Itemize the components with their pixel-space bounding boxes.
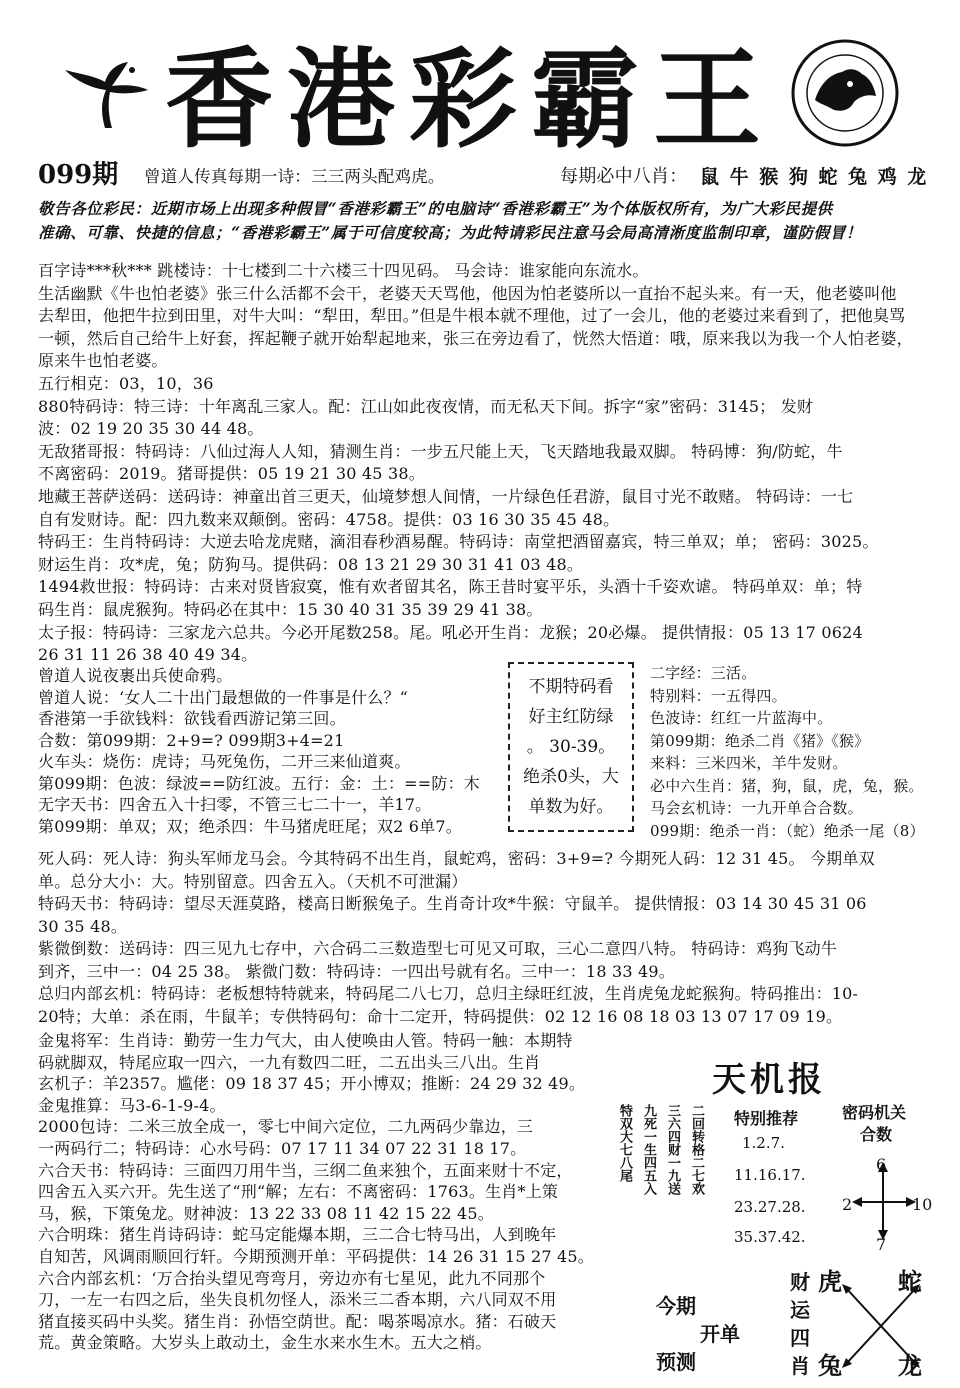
special-code-box [508, 662, 634, 832]
text-line: 单。总分大小：大。特别留意。四舍五入。（天机不可泄漏） [38, 871, 468, 891]
compass-top: 6 [876, 1155, 887, 1174]
box-line: 。 30-39。 [526, 737, 616, 757]
text-line: 26 31 11 26 38 40 49 34。 [38, 645, 258, 665]
text-line: 第099期：单双；双；绝杀四：牛马猪虎旺尾；双2 6单7。 [38, 816, 462, 836]
text-line: 生活幽默《牛也怕老婆》张三什么活都不会干，老婆天天骂他，他因为怕老婆所以一直抬不起头来。有一天，他老婆叫他 [38, 283, 897, 303]
caiyun-char: 肖 [790, 1354, 810, 1378]
text-line: 1494救世报：特码诗：古来对贤皆寂寞，惟有欢者留其名，陈王昔时宴平乐，头酒十千姿欢谑。 特码单双：单；特 [38, 577, 863, 597]
text-line: 来料：三米四米，羊牛发财。 [650, 754, 848, 772]
recommend-value: 35.37.42. [734, 1228, 806, 1246]
text-line: 第099期：色波：绿波==防红波。五行：金：土：==防：木 [38, 773, 480, 793]
text-line: 波：02 19 20 35 30 44 48。 [38, 419, 264, 439]
text-line: 一两码行二；特码诗：心水号码：07 17 11 34 07 22 31 18 17。 [38, 1139, 527, 1158]
text-line: 死人码：死人诗：狗头军师龙马会。今其特码不出生肖，鼠蛇鸡，密码：3+9=? 今期死人码：12 31 45。 今期单双 [38, 849, 875, 868]
compass-left: 2 [842, 1195, 853, 1214]
hong-kong-seal-icon [790, 38, 900, 148]
text-line: 20特；大单：杀在雨，牛鼠羊；专供特码句：命十二定开，特码提供：02 12 16 08 18 03 13 07 17 09 19。 [38, 1006, 843, 1026]
text-line: 六合明珠：猪生肖诗码诗：蛇马定能爆本期，三二合七特马出，人到晚年 [38, 1225, 557, 1245]
box-line: 好主红防绿 [528, 707, 614, 727]
text-line: 刀，一左一右四之后，坐失良机勿怪人，添米三二香本期，六八同双不用 [38, 1290, 557, 1310]
text-line: 第099期：绝杀二肖《猪》《猴》 [650, 731, 870, 750]
grid-column [639, 1104, 657, 1195]
text-line: 玄机子：羊2357。尴佬：09 18 37 45；开小博双；推断：24 29 32 49。 [38, 1074, 586, 1094]
text-line: 四舍五入买六开。先生送了“刑“解；左右：不离密码：1763。生肖*上策 [38, 1182, 559, 1202]
tianji-grid [615, 1104, 715, 1214]
text-line: 无字天书：四舍五入十扫零，不管三七二十一，羊17。 [38, 795, 432, 814]
text-line: 香港第一手欲钱料：欲钱看西游记第三回。 [38, 709, 346, 728]
tianji-title: 天机报 [712, 1060, 826, 1100]
box-line: 不期特码看 [528, 677, 614, 697]
text-line: 财运生肖：攻*虎，兔；防狗马。提供码：08 13 21 29 30 31 41 03 48。 [38, 554, 584, 574]
mima-subtitle: 合数 [860, 1125, 893, 1144]
text-line: 一顿，然后自己给牛上好套，挥起鞭子就开始犁起地来，张三在旁边看了，恍然大悟道：哦，原来我以为我一个人怕老婆， [38, 328, 913, 348]
text-line: 马会玄机诗：一九开单合合数。 [650, 799, 863, 817]
text-line: 二字经：三活。 [650, 664, 757, 682]
text-line: 色波诗：红红一片蓝海中。 [650, 709, 833, 727]
box-line: 绝杀0头，大 [523, 767, 619, 787]
box-line: 单数为好。 [528, 797, 614, 817]
caiyun-char: 四 [790, 1326, 810, 1350]
text-line: 2000包诗：二米三放全成一，零七中间六定位，二九两码少靠边，三 [38, 1117, 534, 1137]
zodiac-top-left: 虎 [818, 1267, 842, 1296]
text-line: 五行相克：03，10，36 [38, 374, 214, 393]
flower-logo-icon [60, 60, 150, 130]
recommend-value: 1.2.7. [742, 1134, 785, 1152]
recommend-value: 11.16.17. [734, 1166, 806, 1184]
text-line: 30 35 48。 [38, 916, 128, 936]
text-line: 金鬼推算：马3-6-1-9-4。 [38, 1095, 226, 1115]
grid-col-text: 特双大七八尾 [617, 1104, 632, 1182]
text-line: 自知苦，风调雨顺回行轩。今期预测开单：平码提供：14 26 31 15 27 45。 [38, 1247, 594, 1266]
text-line: 紫微倒数：送码诗：四三见九七存中，六合码二三数造型七可见又可取，三心二意四八特。 特码诗：鸡狗飞动牛 [38, 939, 838, 958]
text-line: 880特码诗：特三诗：十年离乱三家人。配：江山如此夜夜情，而无私天下间。拆字“家”密码：3145； 发财 [38, 396, 814, 416]
grid-col-text: 二回转格二七欢 [689, 1104, 704, 1195]
text-line: 六合内部玄机：‘万合抬头望见弯弯月，旁边亦有七星见，此九不同那个 [38, 1268, 546, 1288]
text-line: 曾道人说：‘女人二十出门最想做的一件事是什么？“ [38, 687, 409, 707]
text-line: 曾道人说夜裹出兵使命鸦。 [38, 666, 233, 685]
grid-column [687, 1104, 705, 1195]
grid-col-text: 九死一生四五入 [641, 1104, 656, 1195]
text-line: 特码天书：特码诗：望尽天涯莫路，楼高日断猴兔子。生肖奇计攻*牛猴：守鼠羊。 提供情报：03 14 30 45 31 06 [38, 894, 867, 913]
masthead-title: 香港彩霸王 [165, 37, 776, 163]
text-line: 码就脚双，特尾应取一四六，一九有数四二旺，二五出头三八出。生肖 [38, 1052, 541, 1072]
compass-bottom: 7 [876, 1235, 887, 1254]
notice-line: 敬告各位彩民：近期市场上出现多种假冒“香港彩霸王”的电脑诗“香港彩霸王”为个体版权所有，为广大彩民提供 [38, 199, 833, 218]
text-line: 太子报：特码诗：三家龙六总共。今必开尾数258。尾。吼必开生肖：龙猴；20必爆。 提供情报：05 13 17 0624 [38, 622, 863, 642]
text-line: 必中六生肖：猪，狗，鼠，虎，兔，猴。 [650, 776, 924, 795]
zodiac-top-right: 蛇 [898, 1267, 922, 1296]
text-line: 金鬼将军：生肖诗：勤劳一生力气大，由人使唤由人管。特码一触：本期特 [38, 1031, 573, 1050]
eight-zodiac-label: 每期必中八肖： [560, 166, 688, 187]
grid-column [615, 1104, 633, 1182]
text-line: 总归内部玄机：特码诗：老板想特特就来，特码尾二八七刀，总归主绿旺红波，生肖虎兔龙蛇猴狗。特码推出：10- [38, 984, 859, 1003]
text-line: 马，猴，下策兔龙。财神波：13 22 33 08 11 42 15 22 45。 [38, 1203, 494, 1223]
special-recommend-title: 特别推荐 [734, 1109, 799, 1128]
issue-number: 099期 [38, 160, 119, 190]
text-line: 099期：绝杀一肖：（蛇）绝杀一尾（8） [650, 821, 925, 840]
text-line: 地藏王菩萨送码：送码诗：神童出首三更天，仙境梦想人间情，一片绿色任君游，鼠目寸光不敢赌。 特码诗：一七 [38, 487, 854, 506]
caiyun-char: 运 [790, 1298, 810, 1322]
text-line: 猪直接买码中头奖。猪生肖：孙悟空荫世。配：喝茶喝凉水。猪：石破天 [38, 1311, 557, 1331]
text-line: 百字诗***秋*** 跳楼诗：十七楼到二十六楼三十四见码。 马会诗：谁家能向东流水。 [38, 261, 649, 280]
bottom-jinqi: 今期 [656, 1294, 696, 1318]
text-line: 特码王：生肖特码诗：大逆去哈龙虎赌，滴泪春秒酒易醒。特码诗：南堂把酒留嘉宾，特三单双；单； 密码：3025。 [38, 532, 879, 552]
text-line: 不离密码：2019。猪哥提供：05 19 21 30 45 38。 [38, 464, 425, 484]
text-line: 原来牛也怕老婆。 [38, 351, 168, 371]
eight-zodiac-list: 鼠 牛 猴 狗 蛇 兔 鸡 龙 [700, 166, 929, 188]
recommend-value: 23.27.28. [734, 1198, 806, 1216]
compass-right: 10 [912, 1195, 933, 1214]
bottom-yuce: 预测 [656, 1350, 696, 1374]
mima-title: 密码机关 [842, 1103, 907, 1122]
text-line: 六合天书：特码诗：三面四刀用牛当，三纲二鱼来独个，五面来财十不定， [38, 1160, 573, 1180]
zodiac-bottom-left: 兔 [818, 1351, 842, 1380]
text-line: 无敌猪哥报：特码诗：八仙过海人人知，猜测生肖：一步五尺能上天，飞天踏地我最双脚。 特码博：狗/防蛇，牛 [38, 441, 843, 461]
text-line: 到齐，三中一：04 25 38。 紫微门数：特码诗：一四出号就有名。三中一：18 33 49。 [38, 961, 675, 981]
grid-column [663, 1104, 681, 1195]
text-line: 去犁田，他把牛拉到田里，对牛大叫：“犁田，犁田。”但是牛根本就不理他，过了一会儿，他的老婆过来看到了，把他臭骂 [38, 306, 906, 326]
grid-col-text: 三六四财一九送 [665, 1104, 680, 1195]
text-line: 特别料：一五得四。 [650, 686, 787, 705]
bottom-kaidan: 开单 [700, 1322, 740, 1346]
notice-line: 准确、可靠、快捷的信息；“香港彩霸王”属于可信度较高；为此特请彩民注意马会局高清淅度监制印章，谨防假冒！ [38, 223, 863, 242]
text-line: 合数：第099期：2+9=? 099期3+4=21 [38, 730, 345, 750]
text-line: 码生肖：鼠虎猴狗。特码必在其中：15 30 40 31 35 39 29 41 38。 [38, 600, 543, 619]
text-line: 自有发财诗。配：四九数来双颠倒。密码：4758。提供：03 16 30 35 45 48。 [38, 509, 620, 529]
zodiac-bottom-right: 龙 [898, 1351, 922, 1380]
text-line: 荒。黄金策略。大岁头上敢动土，金生水来水生木。五大之梢。 [38, 1333, 492, 1353]
text-line: 火车头：烧伤：虎诗；马死兔伤，二开三来仙道爽。 [38, 752, 411, 771]
caiyun-char: 财 [790, 1270, 810, 1294]
daily-poem: 曾道人传真每期一诗：三三两头配鸡虎。 [144, 167, 445, 186]
